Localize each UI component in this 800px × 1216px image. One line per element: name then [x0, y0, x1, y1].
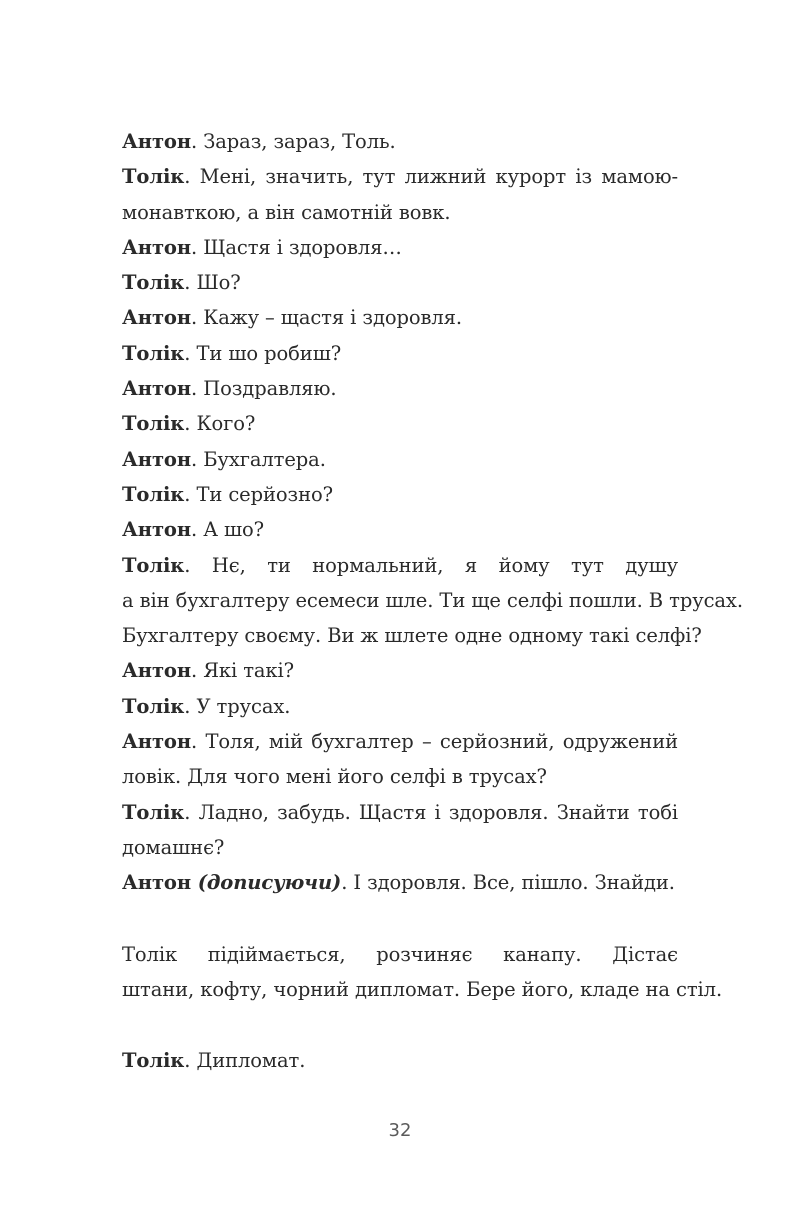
dialogue-line	[122, 724, 678, 759]
dialogue-text: . Які такі?	[191, 659, 294, 683]
dialogue-line	[122, 795, 678, 830]
dialogue-text: . Нє, ти нормальний, я йому тут душу	[184, 553, 678, 577]
dialogue-line	[122, 477, 678, 512]
speaker-name: Антон	[122, 659, 192, 683]
dialogue-text: . У трусах.	[184, 694, 291, 718]
dialogue-line	[122, 336, 678, 371]
stage-remark: (дописуючи)	[191, 871, 342, 895]
page-content	[122, 124, 743, 1078]
dialogue-text: . Ладно, забудь. Щастя і здоровля. Знайти тобі	[184, 800, 678, 824]
speaker-name: Толік	[122, 165, 185, 189]
speaker-name: Толік	[122, 694, 185, 718]
speaker-name: Антон	[122, 235, 192, 259]
speaker-name: Толік	[122, 341, 185, 365]
speaker-name: Антон	[122, 871, 192, 895]
dialogue-line	[122, 159, 678, 194]
dialogue-line-continued	[122, 583, 743, 618]
dialogue-line-continued	[122, 618, 702, 653]
speaker-name: Антон	[122, 518, 192, 542]
stage-direction-text: Толік підіймається, розчиняє канапу. Дістає	[122, 942, 678, 966]
dialogue-text: а він бухгалтеру есемеси шле. Ти ще селфі пошли. В трусах.	[122, 588, 743, 612]
dialogue-text: . Дипломат.	[184, 1049, 306, 1073]
speaker-name: Антон	[122, 306, 192, 330]
paragraph-gap	[122, 901, 678, 937]
dialogue-text: . І здоровля. Все, пішло. Знайди.	[341, 871, 675, 895]
speaker-name: Антон	[122, 730, 192, 754]
dialogue-line	[122, 124, 678, 159]
dialogue-text: . Мені, значить, тут лижний курорт із мамою-	[184, 165, 678, 189]
dialogue-text: Бухгалтеру своєму. Ви ж шлете одне одному такі селфі?	[122, 624, 702, 648]
dialogue-line	[122, 442, 678, 477]
dialogue-text: . Ти серйозно?	[184, 482, 333, 506]
paragraph-gap	[122, 1007, 678, 1043]
dialogue-text: . Кажу – щастя і здоровля.	[191, 306, 462, 330]
speaker-name: Толік	[122, 800, 185, 824]
dialogue-text: . Ти шо робиш?	[184, 341, 342, 365]
speaker-name: Антон	[122, 447, 192, 471]
speaker-name: Толік	[122, 553, 185, 577]
page-number: 32	[388, 1120, 412, 1141]
speaker-name: Толік	[122, 1049, 185, 1073]
speaker-name: Толік	[122, 482, 185, 506]
stage-direction-line	[122, 972, 723, 1007]
dialogue-line	[122, 406, 678, 441]
stage-direction-text: штани, кофту, чорний дипломат. Бере його, кладе на стіл.	[122, 977, 723, 1001]
dialogue-text: . Бухгалтера.	[191, 447, 326, 471]
dialogue-text: . А шо?	[191, 518, 265, 542]
dialogue-text: . Поздравляю.	[191, 377, 337, 401]
dialogue-line-continued	[122, 195, 678, 230]
dialogue-text: . Кого?	[184, 412, 256, 436]
dialogue-line	[122, 1043, 678, 1078]
speaker-name: Толік	[122, 412, 185, 436]
dialogue-text: ловік. Для чого мені його селфі в трусах?	[122, 765, 547, 789]
dialogue-line	[122, 865, 678, 900]
stage-direction-line	[122, 937, 678, 972]
dialogue-line-continued	[122, 830, 678, 865]
speaker-name: Антон	[122, 377, 192, 401]
dialogue-text: . Шо?	[184, 271, 241, 295]
dialogue-line	[122, 371, 678, 406]
dialogue-line	[122, 689, 678, 724]
dialogue-line	[122, 548, 678, 583]
dialogue-text: монавткою, а він самотній вовк.	[122, 200, 451, 224]
dialogue-text: . Зараз, зараз, Толь.	[191, 130, 396, 153]
dialogue-text: . Толя, мій бухгалтер – серйозний, одружений	[191, 730, 678, 754]
dialogue-line	[122, 300, 678, 335]
speaker-name: Антон	[122, 130, 192, 153]
dialogue-text: . Щастя і здоровля…	[191, 235, 402, 259]
dialogue-line	[122, 265, 678, 300]
dialogue-line	[122, 512, 678, 547]
dialogue-text: домашнє?	[122, 835, 225, 859]
dialogue-line	[122, 653, 678, 688]
dialogue-line	[122, 230, 678, 265]
speaker-name: Толік	[122, 271, 185, 295]
dialogue-line-continued	[122, 759, 678, 794]
